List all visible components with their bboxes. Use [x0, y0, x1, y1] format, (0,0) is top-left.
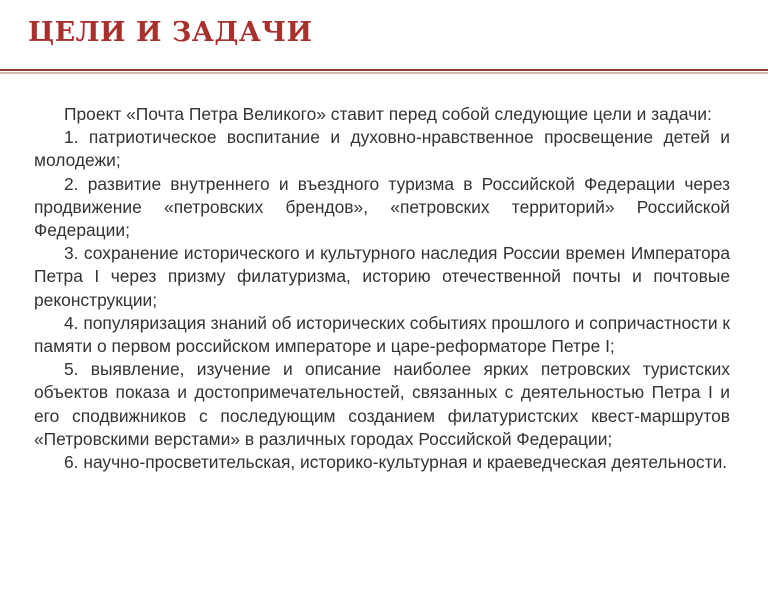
intro-paragraph: Проект «Почта Петра Великого» ставит перед собой следующие цели и задачи:	[64, 104, 712, 124]
goals-text-block	[34, 103, 730, 474]
goal-item-6: 6. научно-просветительская, историко-культурная и краеведческая деятельности.	[64, 452, 728, 473]
goal-item-5: 5. выявление, изучение и описание наиболее ярких петровских туристских объектов показа и достопримечательностей, связанных с деятельностью Петра I и его сподвижников с последующим созданием филатуристских квест-маршрутов «Петровскими верстами» в различных городах Российской Федерации;	[34, 359, 730, 449]
header-divider-shadow	[0, 72, 768, 74]
goal-item-1: 1. патриотическое воспитание и духовно-нравственное просвещение детей и молодежи;	[34, 127, 730, 171]
page-title: ЦЕЛИ И ЗАДАЧИ	[28, 17, 313, 48]
goal-item-3: 3. сохранение исторического и культурного наследия России времен Императора Петра I через призму филатуризма, историю отечественной почты и почтовые реконструкции;	[34, 243, 730, 310]
header-divider	[0, 69, 768, 71]
goal-item-4: 4. популяризация знаний об исторических событиях прошлого и сопричастности к памяти о первом российском императоре и царе-реформаторе Петре I;	[34, 312, 730, 357]
page-header	[0, 0, 768, 78]
goal-item-2: 2. развитие внутреннего и въездного туризма в Российской Федерации через продвижение «петровских брендов», «петровских территорий» Российской Федерации;	[34, 173, 730, 241]
